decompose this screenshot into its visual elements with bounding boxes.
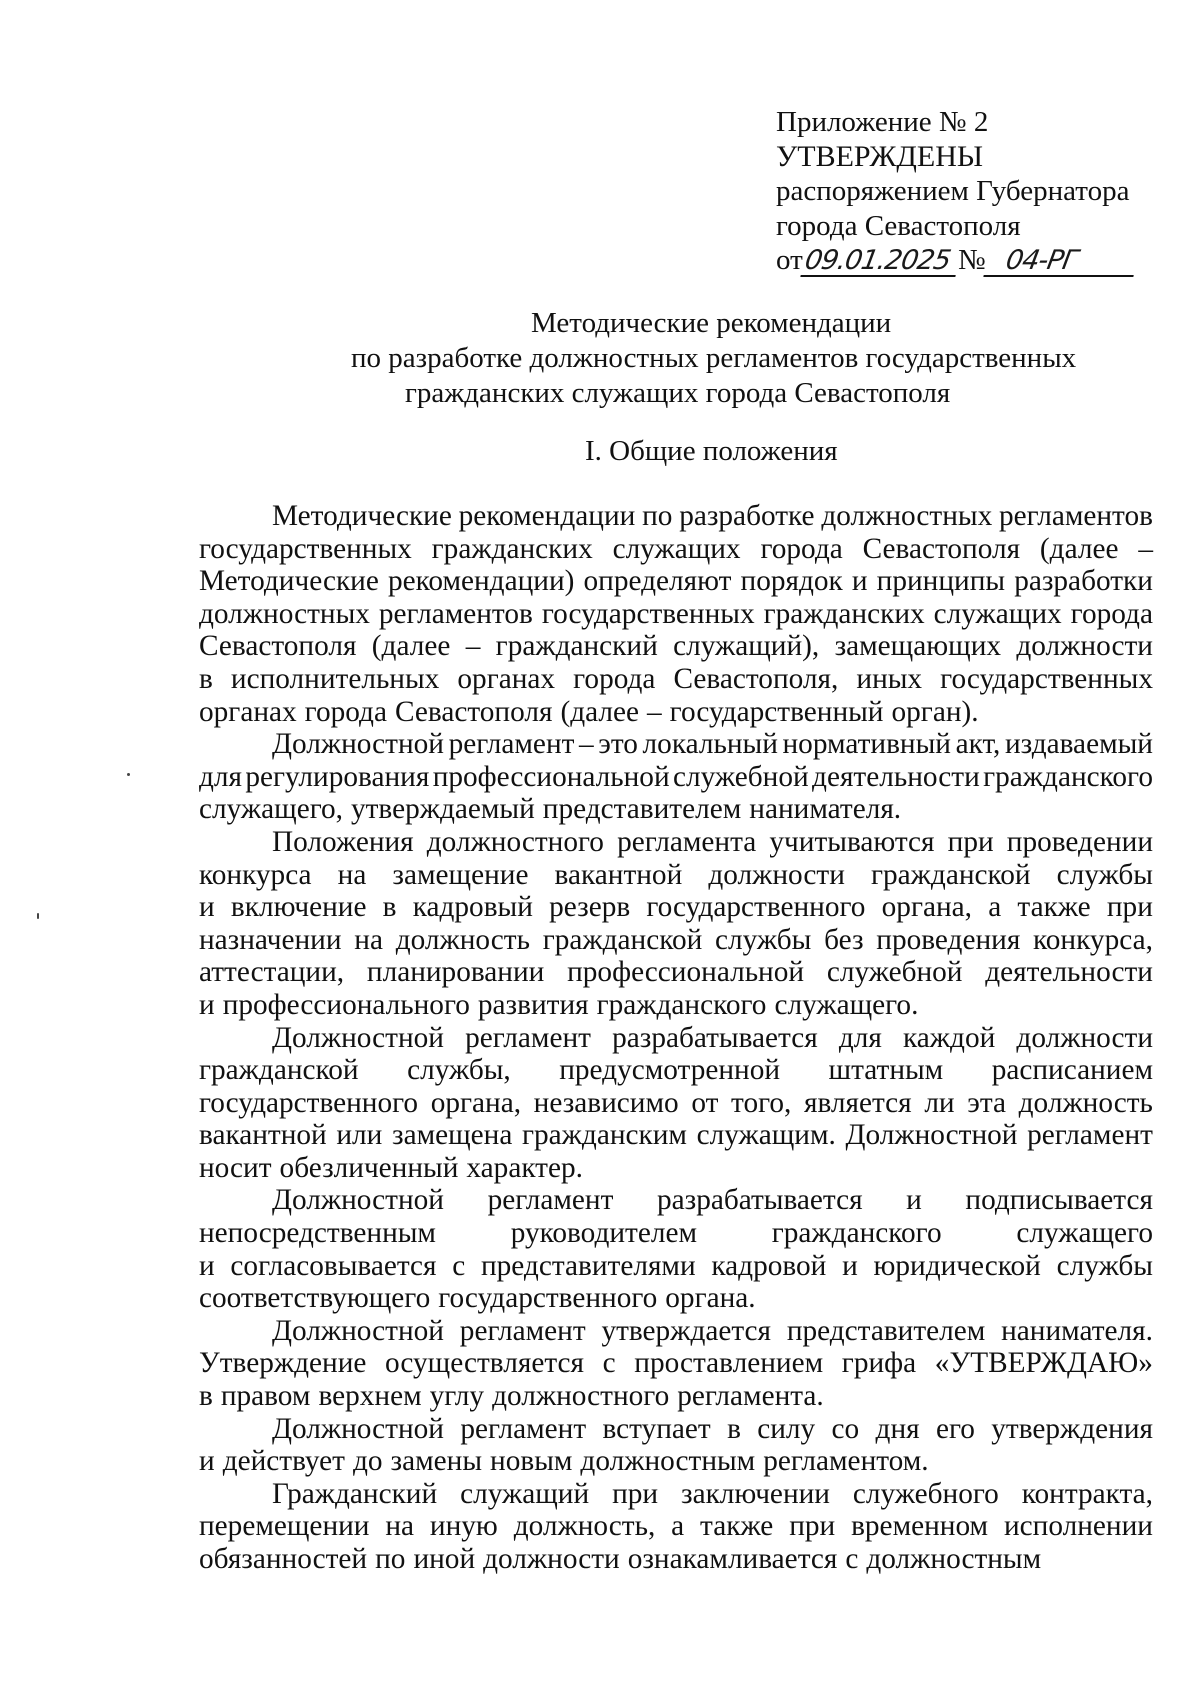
word: носит (199, 1151, 272, 1184)
word: осуществляется (385, 1347, 584, 1380)
word: должность (395, 923, 530, 956)
word: служащих (933, 597, 1062, 630)
word: должности (1016, 1021, 1153, 1054)
document-title (200, 306, 1150, 411)
word: конкурса (199, 858, 312, 891)
word: является (804, 1086, 912, 1119)
word: гражданский (495, 630, 658, 663)
paragraph-line (199, 1543, 1153, 1576)
word: служащим. (696, 1119, 836, 1152)
word: должность, (513, 1510, 656, 1543)
word: гражданской (542, 923, 703, 956)
word: и (199, 1445, 215, 1478)
word: подписывается (965, 1184, 1153, 1217)
word: на (354, 923, 383, 956)
scan-speck (37, 913, 39, 919)
paragraph-line (199, 826, 1153, 859)
word: Утверждение (199, 1347, 367, 1380)
word: нанимателя. (749, 793, 902, 826)
word: при (947, 825, 994, 858)
word: разрабатывается (612, 1021, 818, 1054)
word: проведении (1006, 825, 1153, 858)
word: деятельности (812, 760, 980, 793)
word: органах (457, 662, 556, 695)
paragraph-line (199, 1087, 1153, 1120)
paragraph-line (199, 728, 1153, 761)
word: служащих (612, 532, 741, 565)
word: органах (199, 695, 297, 728)
approved-by-order: распоряжением Губернатора (776, 175, 1130, 207)
paragraph-line (199, 1250, 1153, 1283)
word: грифа (841, 1347, 917, 1380)
word: орган). (891, 695, 979, 728)
word: Севастополя (199, 630, 357, 663)
word: регламентом. (763, 1445, 929, 1478)
word: государственного (438, 1282, 658, 1315)
word: и (842, 1249, 858, 1282)
word: также (1017, 891, 1091, 924)
word: учитываются (769, 825, 935, 858)
word: независимо (533, 1086, 679, 1119)
word: Должностной (272, 728, 444, 761)
word: Должностной (272, 1412, 444, 1445)
word: государственных (940, 662, 1153, 695)
word: силу (757, 1412, 816, 1445)
word: гражданской (871, 858, 1031, 891)
word: по (642, 500, 673, 532)
paragraph-line (199, 500, 1153, 533)
word: акт, (955, 728, 1001, 761)
word: государственного (646, 891, 866, 924)
word: при (612, 1477, 659, 1510)
paragraph-line (199, 1510, 1153, 1543)
word: определяют (583, 565, 732, 598)
word: города (304, 695, 387, 728)
word: должностных (199, 597, 370, 630)
word: углу (429, 1380, 485, 1413)
paragraph-line (199, 859, 1153, 892)
word: «УТВЕРЖДАЮ» (934, 1347, 1153, 1380)
word: Севастополя (862, 532, 1021, 565)
paragraph-line (199, 793, 1153, 826)
word: до (352, 1445, 383, 1478)
approved-by-city: города Севастополя (776, 209, 1021, 242)
word: издаваемый (1004, 728, 1153, 761)
paragraph-line (199, 598, 1153, 631)
word: Должностной (272, 1021, 444, 1054)
word: по (375, 1543, 406, 1575)
word: Севастополя, (673, 662, 839, 695)
word: проставлением (634, 1347, 824, 1380)
word: верхнем (318, 1380, 422, 1413)
word: штатным (828, 1054, 944, 1087)
word: включение (230, 891, 367, 924)
word: конкурса, (1033, 923, 1153, 956)
word: регламентов (999, 500, 1153, 532)
word: службы (1056, 858, 1153, 891)
word: назначении (199, 923, 342, 956)
word: ознакамливается (627, 1543, 838, 1575)
body-text (199, 500, 1153, 1576)
word: правом (220, 1380, 311, 1413)
word: разработке (679, 500, 815, 532)
word: Методические (199, 565, 379, 598)
word: должность (1018, 1086, 1153, 1119)
word: также (700, 1510, 774, 1543)
word: государственный (669, 695, 884, 728)
order-date-line (776, 243, 1136, 278)
word: (далее (1039, 532, 1119, 565)
word: Севастополя (394, 695, 553, 728)
paragraph-line (199, 663, 1153, 696)
word: обязанностей (199, 1543, 368, 1575)
word: профессиональной (432, 760, 670, 793)
word: регламент (460, 1412, 587, 1445)
paragraph-line (199, 924, 1153, 957)
word: согласовывается (230, 1249, 437, 1282)
word: регламент (465, 1021, 591, 1054)
word: в (199, 662, 213, 695)
word: вакантной (199, 1119, 327, 1152)
paragraph-line (199, 1347, 1153, 1380)
title-line: Методические рекомендации (531, 307, 892, 339)
word: аттестации, (199, 956, 345, 989)
word: ли (924, 1086, 955, 1119)
paragraph-line (199, 1445, 1153, 1478)
word: развития (477, 988, 589, 1021)
word: каждой (903, 1021, 996, 1054)
word: со (831, 1412, 860, 1445)
word: служебного (852, 1477, 999, 1510)
word: принципы (876, 565, 1006, 598)
word: локальный (642, 728, 778, 761)
word: новым (490, 1445, 573, 1478)
word: предусмотренной (559, 1054, 781, 1087)
word: и (199, 988, 215, 1021)
word: замещающих (834, 630, 1002, 663)
word: вакантной (554, 858, 683, 891)
word: представителем (786, 1314, 986, 1347)
paragraph-line (199, 761, 1153, 794)
section-heading: I. Общие положения (585, 435, 838, 467)
word: утверждения (991, 1412, 1153, 1445)
word: должностного (492, 1380, 670, 1413)
word: гражданского (771, 1217, 942, 1250)
word: – (465, 630, 481, 663)
approved-label: УТВЕРЖДЕНЫ (776, 139, 984, 173)
word: – (579, 728, 594, 761)
word: и (906, 1184, 922, 1217)
word: в (199, 1380, 213, 1413)
paragraph-line (199, 1478, 1153, 1511)
word: регламент (448, 728, 575, 761)
word: города (1070, 597, 1153, 630)
word: регламента (617, 825, 757, 858)
word: планировании (366, 956, 545, 989)
word: это (598, 728, 638, 761)
word: государственного (199, 1086, 419, 1119)
word: деятельности (985, 956, 1153, 989)
word: должности (708, 858, 845, 891)
word: заключении (681, 1477, 830, 1510)
word: представителями (480, 1249, 696, 1282)
paragraph-line (199, 1380, 1153, 1413)
word: замещена (392, 1119, 513, 1152)
word: (далее (560, 695, 639, 728)
word: должностным (866, 1543, 1042, 1575)
word: проведения (876, 923, 1021, 956)
word: – (1138, 532, 1153, 565)
number-prefix: № (958, 244, 986, 276)
word: служащий (460, 1477, 590, 1510)
word: профессионального (222, 988, 470, 1021)
word: исполнительных (230, 662, 440, 695)
handwritten-order-number: 04-РГ (983, 247, 1139, 277)
word: гражданского (596, 988, 767, 1021)
approval-block (776, 105, 1136, 278)
word: эта (967, 1086, 1007, 1119)
word: служащий), (673, 630, 820, 663)
word: государственных (199, 532, 412, 565)
word: кадровый (412, 891, 533, 924)
paragraph-line (199, 565, 1153, 598)
word: должностных (821, 500, 993, 532)
word: и (851, 565, 868, 598)
word: служебной (673, 760, 809, 793)
paragraph-line (199, 1119, 1153, 1152)
word: с (452, 1249, 466, 1282)
scan-speck (127, 773, 130, 776)
word: города (573, 662, 656, 695)
word: при (1106, 891, 1153, 924)
word: контракта, (1021, 1477, 1153, 1510)
word: при (789, 1510, 836, 1543)
word: замены (390, 1445, 483, 1478)
word: руководителем (510, 1217, 698, 1250)
word: должности (483, 1543, 620, 1575)
word: регламента. (677, 1380, 824, 1413)
word: замещение (392, 858, 529, 891)
word: без (824, 923, 864, 956)
word: служебной (826, 956, 963, 989)
word: регламентов (378, 597, 533, 630)
paragraph-line (199, 1315, 1153, 1348)
word: Должностной (272, 1314, 444, 1347)
word: перемещении (199, 1510, 370, 1543)
word: регламент (487, 1184, 614, 1217)
appendix-number: Приложение № 2 (776, 106, 989, 138)
paragraph-line (199, 956, 1153, 989)
word: с (845, 1543, 859, 1575)
word: служащего (1016, 1217, 1153, 1250)
date-prefix: от (776, 244, 803, 276)
word: на (337, 858, 367, 891)
word: служащего. (774, 988, 919, 1021)
paragraph-line (199, 533, 1153, 566)
word: или (336, 1119, 383, 1152)
word: гражданского (983, 760, 1153, 793)
word: юридической (873, 1249, 1041, 1282)
word: от (691, 1086, 719, 1119)
word: в (727, 1412, 741, 1445)
paragraph-line (199, 989, 1153, 1022)
word: соответствующего (199, 1282, 431, 1315)
word: регулирования (245, 760, 430, 793)
word: гражданских (763, 597, 925, 630)
word: нормативный (782, 728, 951, 761)
title-line: гражданских служащих города Севастополя (405, 377, 951, 409)
word: разрабатывается (656, 1184, 863, 1217)
word: а (988, 891, 1002, 924)
word: расписанием (991, 1054, 1153, 1087)
handwritten-date: 09.01.2025 (800, 247, 961, 277)
word: государственных (541, 597, 755, 630)
word: гражданской (199, 1054, 359, 1087)
word: вступает (602, 1412, 711, 1445)
paragraph-line (199, 891, 1153, 924)
word: для (838, 1021, 882, 1054)
paragraph-line (199, 630, 1153, 663)
word: дня (875, 1412, 920, 1445)
word: утверждается (601, 1314, 771, 1347)
word: на (385, 1510, 415, 1543)
paragraph-line (199, 1413, 1153, 1446)
word: служащего, (199, 793, 343, 826)
word: временном (851, 1510, 989, 1543)
word: (далее (371, 630, 451, 663)
paragraph-line (199, 1282, 1153, 1315)
word: того, (731, 1086, 792, 1119)
word: службы (1056, 1249, 1153, 1282)
word: службы (715, 923, 812, 956)
word: регламент (459, 1314, 586, 1347)
word: – (647, 695, 662, 728)
title-line: по разработке должностных регламентов государственных (351, 342, 1077, 374)
word: обезличенный (279, 1151, 459, 1184)
word: кадровой (711, 1249, 827, 1282)
word: службы, (407, 1054, 511, 1087)
word: а (671, 1510, 685, 1543)
word: резерв (549, 891, 631, 924)
word: гражданским (522, 1119, 687, 1152)
word: должностного (426, 825, 604, 858)
word: и (199, 1249, 215, 1282)
word: представителем (542, 793, 742, 826)
paragraph-line (199, 696, 1153, 729)
word: в (382, 891, 397, 924)
word: города (760, 532, 843, 565)
word: должности (1016, 630, 1153, 663)
word: порядок (740, 565, 843, 598)
word: органа, (430, 1086, 522, 1119)
word: иных (856, 662, 923, 695)
word: и (199, 891, 215, 924)
word: рекомендации (458, 500, 636, 532)
word: характер. (466, 1151, 583, 1184)
word: регламент (1027, 1119, 1153, 1152)
word: действует (222, 1445, 345, 1478)
word: для (199, 760, 243, 793)
paragraph-line (199, 1022, 1153, 1055)
paragraph-line (199, 1054, 1153, 1087)
word: рекомендации) (387, 565, 575, 598)
paragraph-line (199, 1152, 1153, 1185)
word: должностным (580, 1445, 756, 1478)
word: его (935, 1412, 975, 1445)
word: профессиональной (567, 956, 805, 989)
word: нанимателя. (1001, 1314, 1153, 1347)
word: гражданских (431, 532, 593, 565)
word: иной (413, 1543, 476, 1575)
word: утверждаемый (350, 793, 535, 826)
word: Методические (272, 500, 452, 532)
word: разработки (1014, 565, 1153, 598)
paragraph-line (199, 1184, 1153, 1217)
word: Положения (272, 825, 414, 858)
paragraph-line (199, 1217, 1153, 1250)
word: иную (429, 1510, 498, 1543)
word: Гражданский (272, 1477, 438, 1510)
word: с (602, 1347, 616, 1380)
word: исполнении (1003, 1510, 1153, 1543)
word: Должностной (272, 1184, 444, 1217)
word: органа. (665, 1282, 756, 1315)
word: органа, (881, 891, 972, 924)
word: непосредственным (199, 1217, 436, 1250)
word: Должностной (845, 1119, 1018, 1152)
